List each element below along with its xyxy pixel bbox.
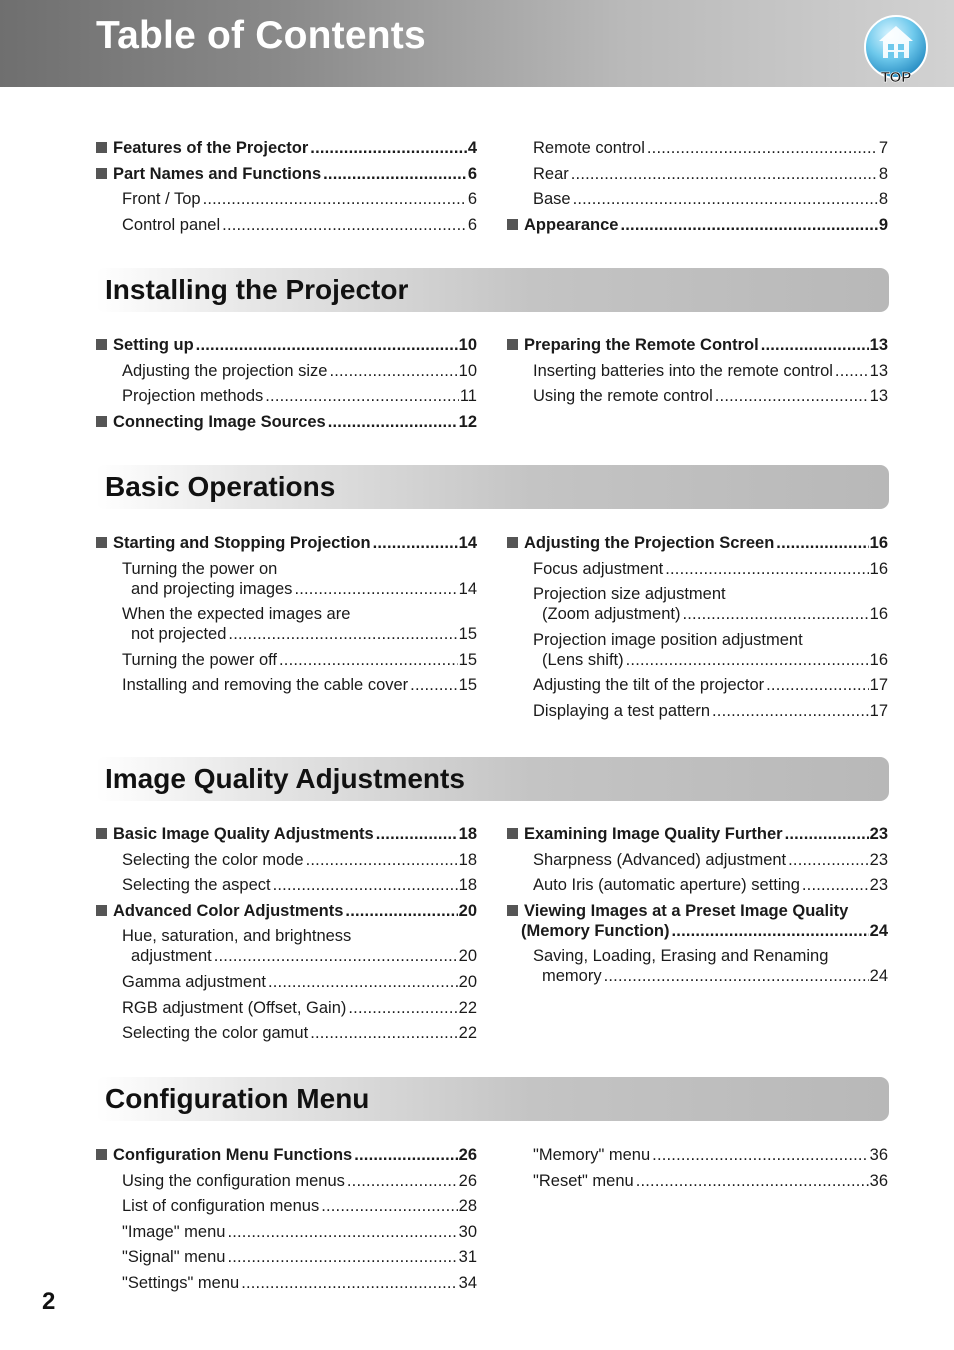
toc-entry-text: Basic Image Quality Adjustments <box>113 825 374 843</box>
dot-leader <box>665 559 868 579</box>
section-title: Basic Operations <box>105 471 336 502</box>
dot-leader <box>227 1222 457 1242</box>
toc-entry-text: "Image" menu <box>122 1222 226 1241</box>
toc-page-number: 24 <box>869 967 888 986</box>
toc-entry-text: (Memory Function) <box>521 921 670 940</box>
toc-entry[interactable] <box>507 164 888 184</box>
image-quality-right-column <box>507 824 888 992</box>
dot-leader <box>203 189 467 209</box>
toc-entry-text: "Reset" menu <box>533 1171 634 1190</box>
toc-heading-entry[interactable] <box>96 533 477 553</box>
toc-page-number: 18 <box>458 825 477 843</box>
dot-leader <box>323 164 467 184</box>
toc-heading-entry[interactable] <box>507 824 888 844</box>
toc-entry-text: Turning the power off <box>122 650 278 669</box>
toc-page-number: 20 <box>458 972 477 991</box>
toc-page-number: 34 <box>458 1273 477 1292</box>
toc-page-number: 13 <box>869 361 888 380</box>
dot-leader <box>347 1171 458 1191</box>
toc-page-number: 15 <box>458 650 477 669</box>
toc-entry[interactable] <box>507 675 888 695</box>
dot-leader <box>788 850 869 870</box>
toc-entry-text: Hue, saturation, and brightness <box>122 927 352 946</box>
toc-entry-text: Saving, Loading, Erasing and Renaming <box>533 947 829 966</box>
toc-entry[interactable] <box>507 946 888 986</box>
toc-page-number: 20 <box>458 901 477 920</box>
dot-leader <box>712 701 869 721</box>
basic-right-column <box>507 533 888 727</box>
basic-left-column <box>96 533 477 701</box>
dot-leader <box>410 675 457 695</box>
configuration-left-column <box>96 1145 477 1299</box>
toc-entry-text: Examining Image Quality Further <box>524 825 783 843</box>
toc-entry[interactable] <box>96 650 477 670</box>
toc-entry-text: Rear <box>533 164 569 183</box>
toc-page-number: 18 <box>458 850 477 869</box>
toc-entry-text: "Memory" menu <box>533 1146 651 1164</box>
toc-entry[interactable] <box>507 701 888 721</box>
bullet-square-icon <box>507 339 518 350</box>
page-title: Table of Contents <box>96 14 426 57</box>
page-header <box>0 0 954 87</box>
toc-entry-text: Projection image position adjustment <box>533 630 803 649</box>
bullet-square-icon <box>507 905 518 916</box>
toc-entry[interactable] <box>507 850 888 870</box>
section-title: Configuration Menu <box>105 1083 370 1114</box>
toc-heading-entry[interactable] <box>96 901 477 921</box>
toc-entry-text: Front / Top <box>122 190 201 209</box>
toc-entry-text: Selecting the color gamut <box>122 1024 309 1043</box>
dot-leader <box>196 335 458 355</box>
toc-entry-text: Adjusting the Projection Screen <box>524 534 775 552</box>
configuration-right-column <box>507 1145 888 1196</box>
toc-page-number: 16 <box>869 605 888 624</box>
toc-page-number: 15 <box>458 676 477 695</box>
toc-heading-entry[interactable] <box>507 901 888 941</box>
dot-leader <box>802 875 869 895</box>
dot-leader <box>672 921 869 941</box>
toc-page-number: 18 <box>458 876 477 895</box>
toc-entry-text: Sharpness (Advanced) adjustment <box>533 850 787 869</box>
bullet-square-icon <box>96 416 107 427</box>
toc-entry-text: Gamma adjustment <box>122 972 266 991</box>
toc-entry-text: and projecting images <box>131 579 293 598</box>
dot-leader <box>354 1145 457 1165</box>
toc-entry[interactable] <box>507 1145 888 1165</box>
toc-entry-text: Installing and removing the cable cover <box>122 676 409 695</box>
dot-leader <box>766 675 869 695</box>
dot-leader <box>328 412 458 432</box>
toc-page-number: 26 <box>458 1171 477 1190</box>
toc-entry[interactable] <box>96 386 477 406</box>
dot-leader <box>306 850 458 870</box>
dot-leader <box>241 1273 457 1293</box>
toc-entry-text: Features of the Projector <box>113 139 309 157</box>
toc-entry[interactable] <box>507 875 888 895</box>
bullet-square-icon <box>96 537 107 548</box>
dot-leader <box>345 901 457 921</box>
intro-right-column <box>507 138 888 240</box>
bullet-square-icon <box>96 168 107 179</box>
toc-page-number: 22 <box>458 1024 477 1043</box>
toc-entry-text: Adjusting the tilt of the projector <box>533 676 765 695</box>
toc-entry[interactable] <box>96 361 477 381</box>
dot-leader <box>573 189 878 209</box>
toc-entry-text: RGB adjustment (Offset, Gain) <box>122 998 347 1017</box>
toc-entry-text: Projection methods <box>122 387 264 406</box>
toc-page-number: 6 <box>467 164 477 183</box>
bullet-square-icon <box>507 828 518 839</box>
toc-entry-text: Displaying a test pattern <box>533 701 711 720</box>
toc-page-number: 26 <box>458 1146 477 1164</box>
dot-leader <box>227 1247 457 1267</box>
toc-page-number: 12 <box>458 412 477 431</box>
toc-entry-text: Setting up <box>113 336 194 354</box>
toc-entry-text: When the expected images are <box>122 605 351 624</box>
section-band-installing <box>96 268 889 312</box>
toc-entry[interactable] <box>96 1273 477 1293</box>
dot-leader <box>682 604 868 624</box>
toc-entry-text: Selecting the aspect <box>122 876 271 895</box>
toc-page-number: 4 <box>467 139 477 157</box>
toc-entry[interactable] <box>96 675 477 695</box>
dot-leader <box>268 972 458 992</box>
dot-leader <box>620 215 877 235</box>
page-number: 2 <box>42 1288 56 1315</box>
toc-page-number: 10 <box>458 361 477 380</box>
toc-entry[interactable] <box>96 1023 477 1043</box>
toc-page-number: 13 <box>869 387 888 406</box>
section-band-configuration-menu <box>96 1077 889 1121</box>
toc-entry[interactable] <box>96 559 477 599</box>
image-quality-left-column <box>96 824 477 1049</box>
toc-page-number: 23 <box>869 825 888 843</box>
toc-heading-entry[interactable] <box>96 164 477 184</box>
toc-entry-text: Starting and Stopping Projection <box>113 534 371 552</box>
toc-page-number: 20 <box>458 947 477 966</box>
toc-entry-text: Connecting Image Sources <box>113 412 326 431</box>
toc-entry[interactable] <box>96 926 477 966</box>
dot-leader <box>214 946 458 966</box>
installing-right-column <box>507 335 888 412</box>
dot-leader <box>652 1145 868 1165</box>
dot-leader <box>776 533 868 553</box>
dot-leader <box>785 824 869 844</box>
toc-entry-text: Configuration Menu Functions <box>113 1146 353 1164</box>
toc-page-number: 14 <box>458 579 477 598</box>
toc-entry-text: Inserting batteries into the remote control <box>533 361 833 380</box>
toc-page-number: 16 <box>869 534 888 552</box>
toc-entry[interactable] <box>96 604 477 644</box>
toc-page-number: 36 <box>869 1171 888 1190</box>
toc-entry-text: Control panel <box>122 215 221 234</box>
toc-entry[interactable] <box>96 1222 477 1242</box>
toc-entry-text: Advanced Color Adjustments <box>113 901 344 920</box>
toc-entry[interactable] <box>507 559 888 579</box>
dot-leader <box>294 579 457 599</box>
section-band-basic-operations <box>96 465 889 509</box>
toc-page-number: 15 <box>458 625 477 644</box>
toc-entry[interactable] <box>96 1196 477 1216</box>
dot-leader <box>373 533 458 553</box>
toc-heading-entry[interactable] <box>96 138 477 158</box>
toc-entry-text: memory <box>542 967 602 986</box>
toc-entry-text: "Signal" menu <box>122 1248 226 1267</box>
toc-page-number: 24 <box>869 921 888 940</box>
toc-entry[interactable] <box>507 361 888 381</box>
dot-leader <box>376 824 458 844</box>
toc-entry[interactable] <box>507 630 888 670</box>
toc-heading-entry[interactable] <box>507 215 888 235</box>
dot-leader <box>626 650 869 670</box>
toc-page-number: 23 <box>869 850 888 869</box>
toc-heading-entry[interactable] <box>507 335 888 355</box>
bullet-square-icon <box>96 905 107 916</box>
toc-entry-text: Appearance <box>524 215 619 234</box>
toc-entry[interactable] <box>507 1171 888 1191</box>
toc-heading-entry[interactable] <box>96 412 477 432</box>
toc-entry[interactable] <box>507 584 888 624</box>
toc-page-number: 17 <box>869 676 888 695</box>
toc-entry[interactable] <box>96 1247 477 1267</box>
top-home-icon[interactable] <box>861 14 931 84</box>
dot-leader <box>636 1171 869 1191</box>
bullet-square-icon <box>96 828 107 839</box>
dot-leader <box>222 215 467 235</box>
toc-entry-text: Remote control <box>533 139 645 157</box>
toc-entry[interactable] <box>96 972 477 992</box>
toc-entry-text: (Zoom adjustment) <box>542 605 681 624</box>
bullet-square-icon <box>96 339 107 350</box>
section-band-image-quality <box>96 757 889 801</box>
dot-leader <box>604 966 869 986</box>
toc-entry-text: not projected <box>131 625 227 644</box>
dot-leader <box>279 650 458 670</box>
toc-entry-text: Preparing the Remote Control <box>524 336 759 354</box>
bullet-square-icon <box>96 1149 107 1160</box>
toc-entry-text: Adjusting the projection size <box>122 361 328 380</box>
toc-page-number: 31 <box>458 1248 477 1267</box>
toc-entry[interactable] <box>96 875 477 895</box>
toc-page-number: 11 <box>459 387 477 406</box>
dot-leader <box>571 164 878 184</box>
toc-entry-text: Projection size adjustment <box>533 585 726 604</box>
toc-entry-text: Part Names and Functions <box>113 164 322 183</box>
toc-entry-text: Using the remote control <box>533 387 713 406</box>
dot-leader <box>835 361 869 381</box>
toc-heading-entry[interactable] <box>96 824 477 844</box>
toc-entry[interactable] <box>96 1171 477 1191</box>
dot-leader <box>310 138 467 158</box>
toc-page-number: 6 <box>467 190 477 209</box>
toc-page-number: 16 <box>869 559 888 578</box>
dot-leader <box>647 138 878 158</box>
section-title: Image Quality Adjustments <box>105 763 465 794</box>
toc-page-number: 28 <box>458 1197 477 1216</box>
dot-leader <box>310 1023 457 1043</box>
toc-heading-entry[interactable] <box>507 533 888 553</box>
top-label: TOP <box>880 69 912 84</box>
toc-entry-text: List of configuration menus <box>122 1197 320 1216</box>
toc-page-number: 36 <box>869 1146 888 1164</box>
toc-entry-text: Viewing Images at a Preset Image Quality <box>524 901 849 920</box>
toc-entry-text: Base <box>533 190 571 209</box>
toc-entry-text: Focus adjustment <box>533 559 664 578</box>
toc-entry[interactable] <box>96 215 477 235</box>
dot-leader <box>761 335 869 355</box>
section-title: Installing the Projector <box>105 274 409 305</box>
bullet-square-icon <box>507 219 518 230</box>
toc-page-number: 13 <box>869 336 888 354</box>
intro-left-column <box>96 138 477 240</box>
toc-entry-text: adjustment <box>131 947 212 966</box>
toc-entry-text: Turning the power on <box>122 559 278 578</box>
dot-leader <box>348 998 457 1018</box>
dot-leader <box>715 386 869 406</box>
toc-page-number: 7 <box>878 139 888 157</box>
dot-leader <box>329 361 457 381</box>
installing-left-column <box>96 335 477 437</box>
toc-heading-entry[interactable] <box>96 335 477 355</box>
toc-page-number: 16 <box>869 650 888 669</box>
toc-entry-text: (Lens shift) <box>542 650 624 669</box>
toc-entry-text: Using the configuration menus <box>122 1171 345 1190</box>
dot-leader <box>228 624 457 644</box>
toc-page-number: 10 <box>458 336 477 354</box>
bullet-square-icon <box>96 142 107 153</box>
toc-page-number: 14 <box>458 534 477 552</box>
toc-entry[interactable] <box>96 998 477 1018</box>
toc-entry[interactable] <box>96 850 477 870</box>
bullet-square-icon <box>507 537 518 548</box>
toc-entry[interactable] <box>96 189 477 209</box>
toc-page-number: 22 <box>458 998 477 1017</box>
toc-entry-text: Selecting the color mode <box>122 850 304 869</box>
toc-entry[interactable] <box>507 189 888 209</box>
toc-heading-entry[interactable] <box>96 1145 477 1165</box>
dot-leader <box>273 875 458 895</box>
toc-page-number: 8 <box>878 190 888 209</box>
dot-leader <box>265 386 459 406</box>
toc-entry[interactable] <box>507 138 888 158</box>
toc-page-number: 9 <box>878 215 888 234</box>
dot-leader <box>321 1196 457 1216</box>
toc-entry-text: "Settings" menu <box>122 1273 240 1292</box>
toc-page-number: 23 <box>869 876 888 895</box>
toc-page-number: 17 <box>869 701 888 720</box>
toc-page-number: 8 <box>878 164 888 183</box>
toc-entry-text: Auto Iris (automatic aperture) setting <box>533 876 800 895</box>
toc-page-number: 6 <box>467 215 477 234</box>
toc-page-number: 30 <box>458 1222 477 1241</box>
toc-entry[interactable] <box>507 386 888 406</box>
